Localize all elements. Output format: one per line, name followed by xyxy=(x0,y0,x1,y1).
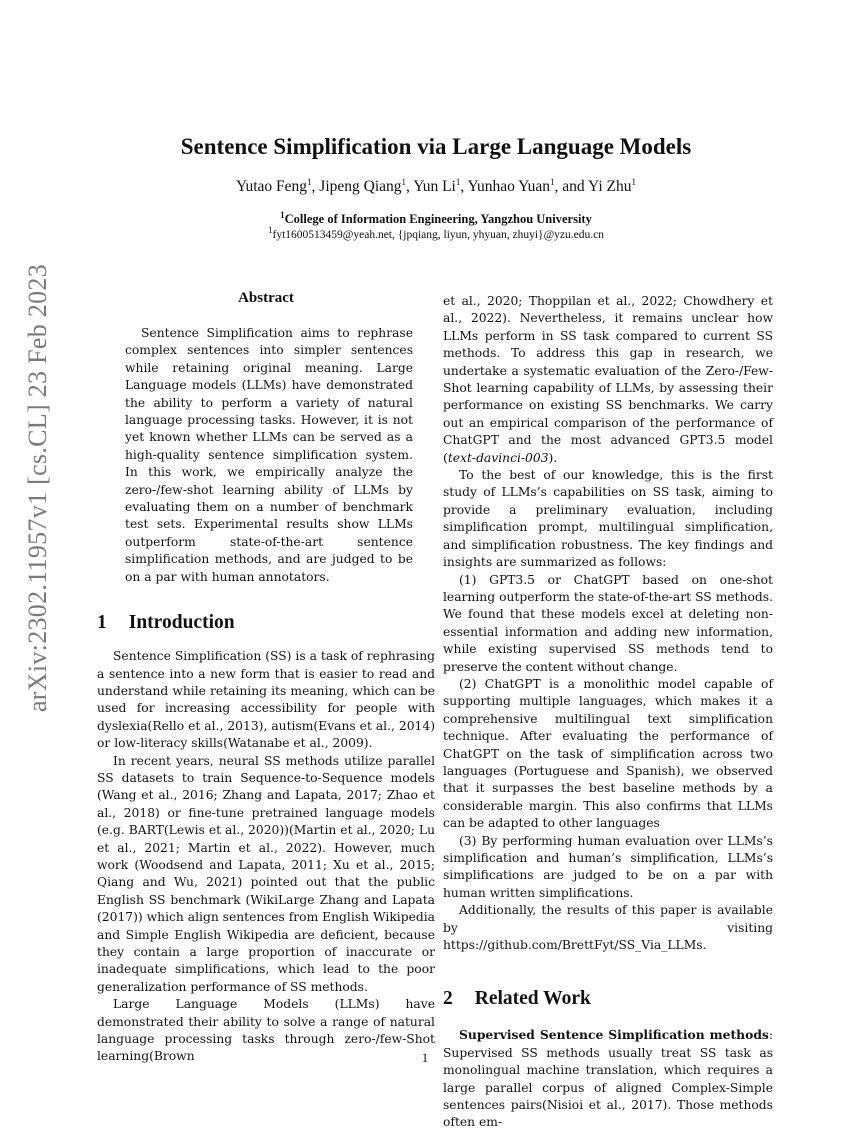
author-name: Yi Zhu xyxy=(587,178,632,195)
paragraph-body: Supervised SS methods usually treat SS task as monolingual machine translation, which requires a large parallel corpus of aligned Complex-Simple sentences pairs(Nisioi et al., 2017). Those methods often em- xyxy=(443,1045,773,1130)
email-list: fyt1600513459@yeah.net, {jpqiang, liyun, yhyuan, zhuyi}@yzu.edu.cn xyxy=(272,229,604,241)
related-work-paragraph xyxy=(443,1026,773,1131)
continuation-text-end: ). xyxy=(548,450,558,465)
intro-continuation-paragraph xyxy=(443,293,773,467)
author-affiliation-mark: 1 xyxy=(455,176,461,187)
intro-paragraph: In recent years, neural SS methods utilize parallel SS datasets to train Sequence-to-Sequence models (Wang et al., 2016; Zhang and Lapata, 2017; Zhao et al., 2018) or fine-tune pretrained language models (e.g. BART(Lewis et al., 2020))(Martin et al., 2020; Lu et al., 2021; Martin et al., 2022). However, much work (Woodsend and Lapata, 2011; Xu et al., 2015; Qiang and Wu, 2021) pointed out that the public English SS benchmark (WikiLarge Zhang and Lapata (2017)) which align sentences from English Wikipedia and Simple English Wikipedia are deficient, because they contain a large proportion of inaccurate or inadequate simplifications, which lead to the poor generalization performance of SS methods. xyxy=(97,753,435,994)
paragraph-subheading: Supervised Sentence Simplification methods xyxy=(459,1027,769,1043)
author-separator: , xyxy=(406,178,414,195)
author-name: Yun Li xyxy=(413,178,456,195)
author-affiliation-mark: 1 xyxy=(401,176,407,187)
intro-paragraph: Sentence Simplification (SS) is a task of rephrasing a sentence into a new form that is easier to read and understand while retaining its meaning, which can be used for increasing accessibility for people with dyslexia(Rello et al., 2013), autism(Evans et al., 2014) or low-literacy skills(Watanabe et al., 2009). xyxy=(97,649,435,751)
author-separator: , and xyxy=(554,178,588,195)
paper-title: Sentence Simplification via Large Language Models xyxy=(180,134,692,159)
section-title: Introduction xyxy=(128,612,235,634)
affiliation xyxy=(100,209,772,227)
arxiv-identifier: arXiv:2302.11957v1 [cs.CL] 23 Feb 2023 xyxy=(23,263,52,713)
author-affiliation-mark: 1 xyxy=(307,176,312,187)
author-name: Yunhao Yuan xyxy=(467,178,551,195)
section-heading-introduction xyxy=(97,612,435,634)
abstract-heading: Abstract xyxy=(238,290,294,306)
abstract-text: Sentence Simplification aims to rephrase complex sentences into simpler sentences while retaining original meaning. Large Language models (LLMs) have demonstrated the ability to perform a variety of natural language processing tasks. However, it is not yet known whether LLMs can be served as a high-quality sentence simplification system. In this work, we empirically analyze the zero-/few-shot learning ability of LLMs by evaluating them on a number of benchmark test sets. Experimental results show LLMs outperform state-of-the-art sentence simplification methods, and are judged to be on a par with human annotators. xyxy=(125,326,413,584)
author-affiliation-mark: 1 xyxy=(631,176,636,187)
affiliation-text: College of Information Engineering, Yangzhou University xyxy=(284,212,592,226)
intro-paragraph: Large Language Models (LLMs) have demonstrated their ability to solve a range of natural language processing tasks through zero-/few-Shot learning(Brown xyxy=(97,997,435,1064)
section-number: 2 xyxy=(443,988,453,1010)
availability-paragraph: Additionally, the results of this paper is available by visiting https://github.com/BrettFyt/SS_Via_LLMs. xyxy=(443,903,773,953)
author-list xyxy=(100,178,772,196)
finding-paragraph: (1) GPT3.5 or ChatGPT based on one-shot learning outperform the state-of-the-art SS methods. We found that these models excel at deleting non-essential information and adding new information, while existing supervised SS methods tend to preserve the content without change. xyxy=(443,572,773,674)
section-heading-related-work xyxy=(443,988,773,1010)
model-name: text-davinci-003 xyxy=(447,450,549,465)
intro-paragraph: To the best of our knowledge, this is the first study of LLMs’s capabilities on SS task, aiming to provide a preliminary evaluation, including simplification prompt, multilingual simplification, and simplification robustness. The key findings and insights are summarized as follows: xyxy=(443,468,773,570)
author-separator: , xyxy=(460,178,468,195)
right-column xyxy=(443,293,773,1132)
author-name: Jipeng Qiang xyxy=(319,178,402,195)
section-number: 1 xyxy=(97,612,107,634)
subheading-colon: : xyxy=(768,1028,773,1043)
author-emails xyxy=(100,225,772,241)
continuation-text: et al., 2020; Thoppilan et al., 2022; Chowdhery et al., 2022). Nevertheless, it remains unclear how LLMs perform in SS task compared to current SS methods. To address this gap in research, we undertake a systematic evaluation of the Zero-/Few-Shot learning capability of LLMs, by assessing their performance on existing SS benchmarks. We carry out an empirical comparison of the performance of ChatGPT and the most advanced GPT3.5 model ( xyxy=(443,294,773,465)
finding-paragraph: (2) ChatGPT is a monolithic model capable of supporting multiple languages, which makes it a comprehensive multilingual text simplification technique. After evaluating the performance of ChatGPT on the task of simplification across two languages (Portuguese and Spanish), we observed that it surpasses the best baseline methods by a considerable margin. This also confirms that LLMs can be adapted to other languages xyxy=(443,676,773,831)
section-title: Related Work xyxy=(474,988,591,1010)
author-affiliation-mark: 1 xyxy=(550,176,555,187)
author-separator: , xyxy=(311,178,320,195)
arxiv-stamp xyxy=(8,263,68,713)
affiliation-mark: 1 xyxy=(280,209,285,220)
finding-paragraph: (3) By performing human evaluation over LLMs’s simplification and human’s simplification, LLMs’s simplifications are judged to be on a par with human written simplifications. xyxy=(443,833,773,900)
author-name: Yutao Feng xyxy=(236,178,308,195)
email-affiliation-mark: 1 xyxy=(268,225,273,236)
page-number: 1 xyxy=(421,1050,429,1065)
left-column xyxy=(97,290,435,1066)
